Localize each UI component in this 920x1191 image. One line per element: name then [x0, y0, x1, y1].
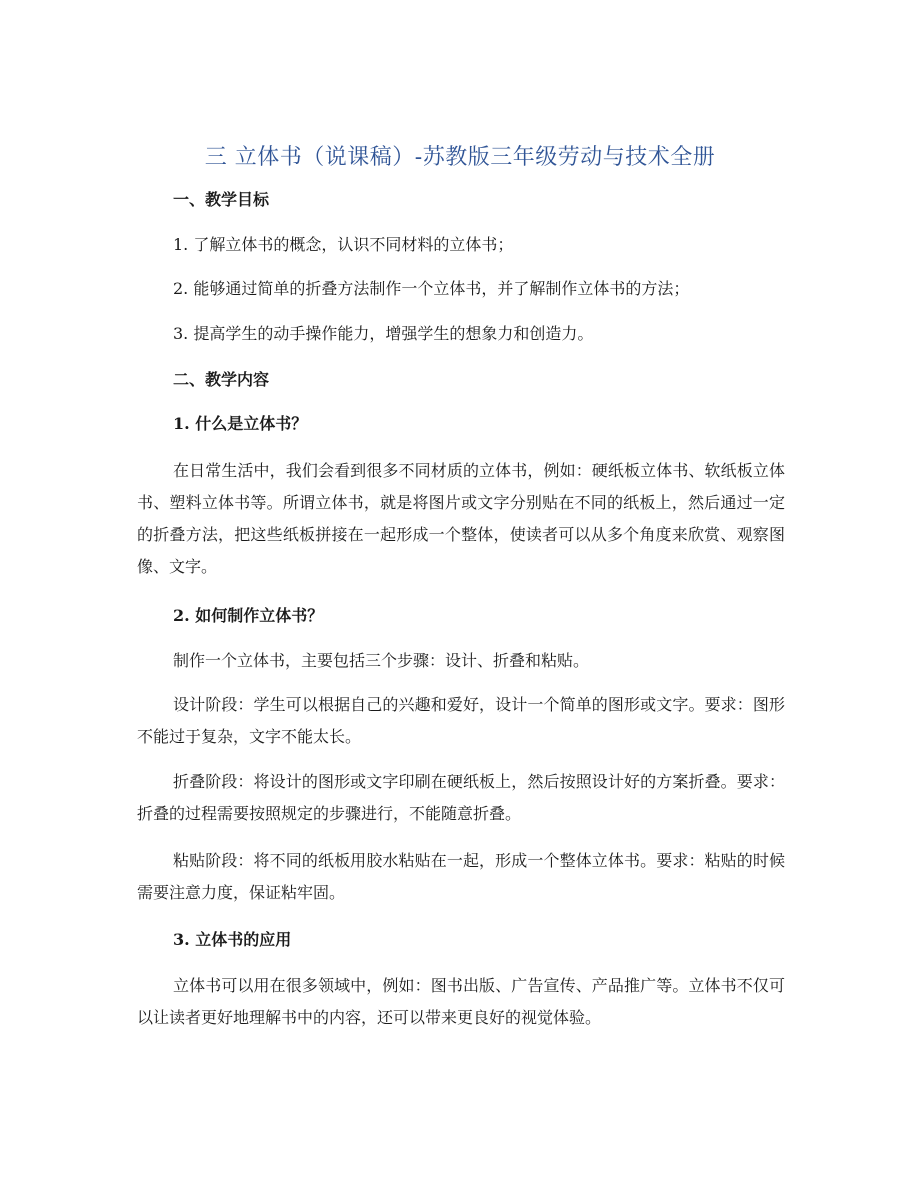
- subheading-how-to: 2. 如何制作立体书？: [173, 606, 324, 625]
- page-title: 三 立体书（说课稿）-苏教版三年级劳动与技术全册: [204, 145, 716, 170]
- paragraph-folding: 折叠阶段：将设计的图形或文字印刷在硬纸板上，然后按照设计好的方案折叠。要求：折叠的过程需要按照规定的步骤进行，不能随意折叠。: [137, 772, 785, 823]
- objective-item-2: 2. 能够通过简单的折叠方法制作一个立体书，并了解制作立体书的方法；: [173, 279, 690, 298]
- objective-item-3: 3. 提高学生的动手操作能力，增强学生的想象力和创造力。: [173, 324, 594, 343]
- paragraph-application: 立体书可以用在很多领域中，例如：图书出版、广告宣传、产品推广等。立体书不仅可以让读者更好地理解书中的内容，还可以带来更良好的视觉体验。: [137, 976, 785, 1027]
- paragraph-what-is: 在日常生活中，我们会看到很多不同材质的立体书，例如：硬纸板立体书、软纸板立体书、塑料立体书等。所谓立体书，就是将图片或文字分别贴在不同的纸板上，然后通过一定的折叠方法，把这些纸板拼接在一起形成一个整体，使读者可以从多个角度来欣赏、观察图像、文字。: [137, 461, 785, 576]
- paragraph-pasting: 粘贴阶段：将不同的纸板用胶水粘贴在一起，形成一个整体立体书。要求：粘贴的时候需要注意力度，保证粘牢固。: [137, 851, 785, 902]
- subheading-application: 3. 立体书的应用: [173, 930, 292, 949]
- subheading-what-is: 1. 什么是立体书？: [173, 414, 308, 433]
- paragraph-steps: 制作一个立体书，主要包括三个步骤：设计、折叠和粘贴。: [173, 651, 590, 670]
- section-heading-objectives: 一、教学目标: [173, 190, 270, 209]
- section-heading-content: 二、教学内容: [173, 370, 270, 389]
- objective-item-1: 1. 了解立体书的概念，认识不同材料的立体书；: [173, 235, 514, 254]
- paragraph-design: 设计阶段：学生可以根据自己的兴趣和爱好，设计一个简单的图形或文字。要求：图形不能过于复杂，文字不能太长。: [137, 695, 785, 746]
